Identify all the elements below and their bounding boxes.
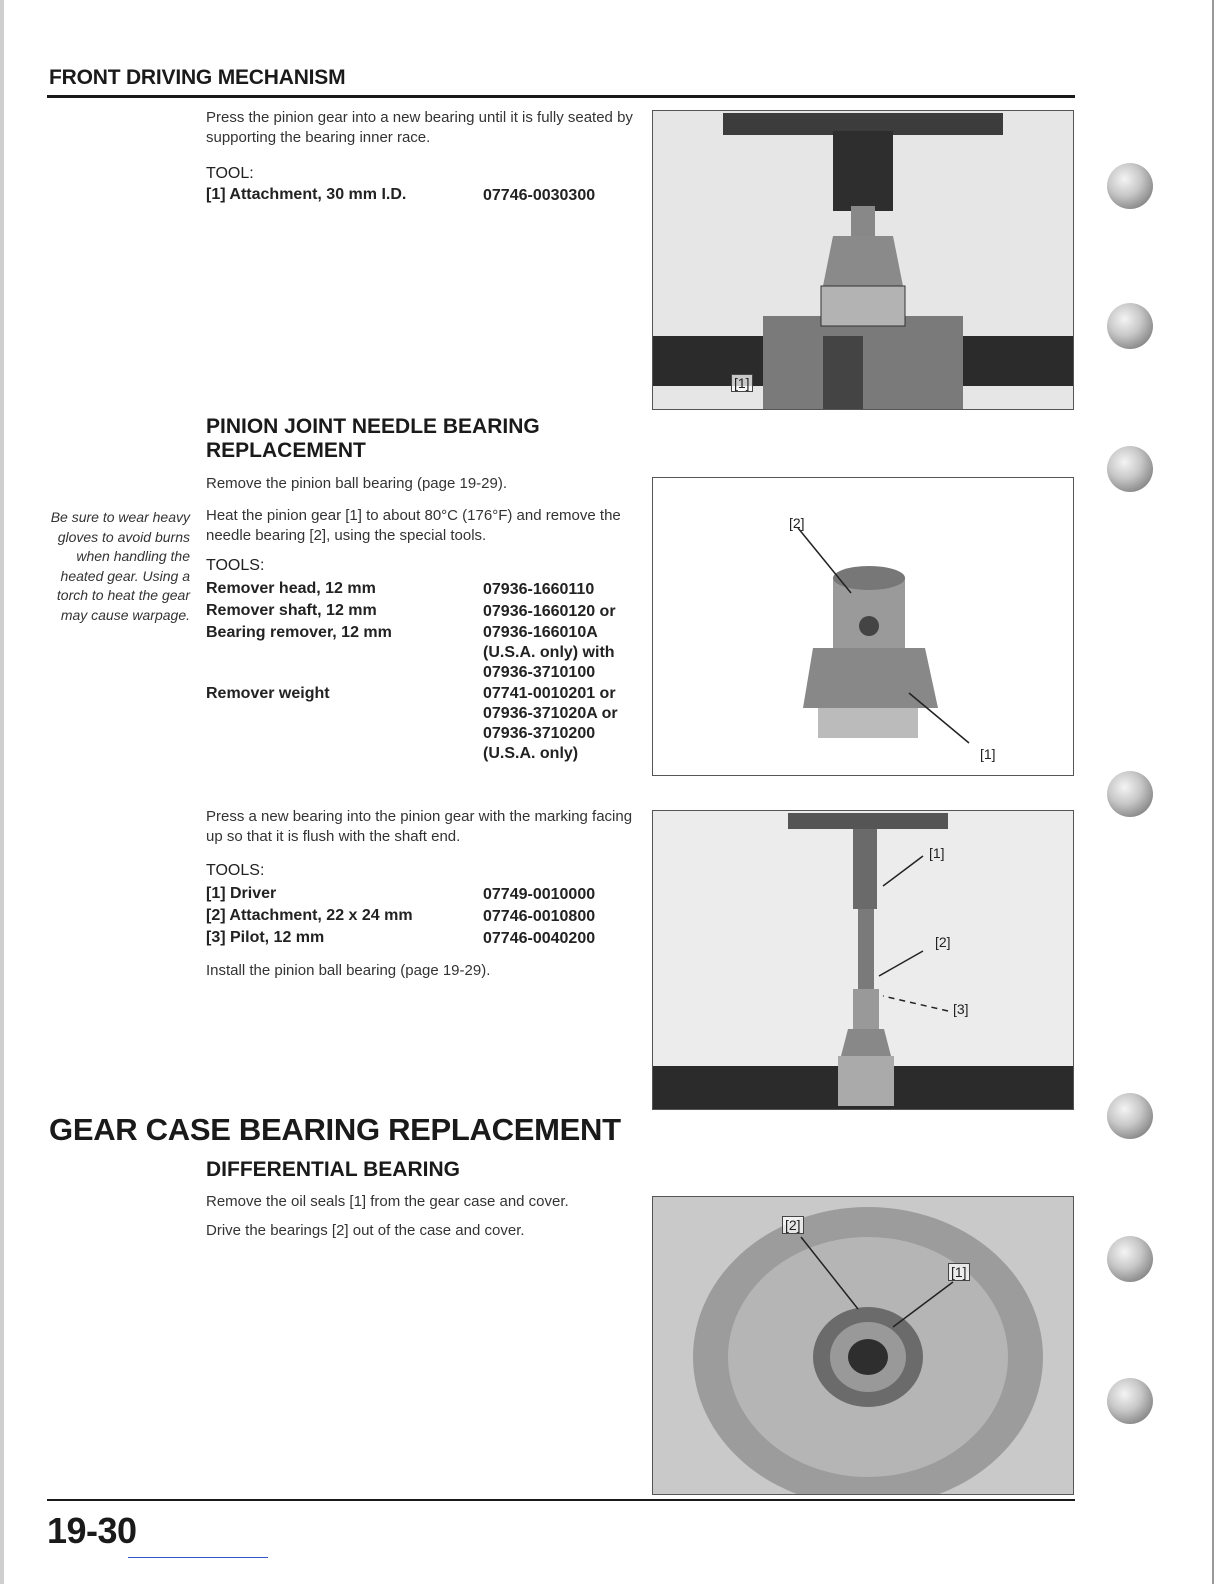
pinion-tools-label: TOOLS: [206, 557, 265, 574]
callout-1: [1] [929, 845, 945, 861]
tool-name: Bearing remover, 12 mm [206, 624, 392, 641]
callout-3: [3] [953, 1001, 969, 1017]
tool-number: 07936-1660120 or [483, 603, 616, 620]
pinion-intro: Remove the pinion ball bearing (page 19-29). [206, 475, 508, 492]
callout-1: [1] [980, 746, 996, 762]
driver-illustration [653, 811, 1073, 1109]
section-title: FRONT DRIVING MECHANISM [49, 66, 346, 89]
step1-text: Press the pinion gear into a new bearing until it is fully seated by supporting the bearing inner race. [206, 109, 633, 146]
callout-1: [1] [731, 374, 753, 392]
tool-name: Remover weight [206, 685, 330, 702]
photo-press-pinion-gear [652, 110, 1074, 410]
tool-name: [1] Driver [206, 885, 277, 902]
pinion-section-heading: PINION JOINT NEEDLE BEARING REPLACEMENT [206, 415, 540, 462]
section-tab-dot [1107, 771, 1153, 817]
press-illustration [653, 111, 1073, 409]
photo-gear-case [652, 1196, 1074, 1495]
tool-number: 07936-166010A (U.S.A. only) with 07936-3710100 [483, 624, 615, 681]
tool-number: 07741-0010201 or 07936-371020A or 07936-3710200 (U.S.A. only) [483, 685, 618, 762]
callout-1: [1] [948, 1263, 970, 1281]
footer-link-line [128, 1557, 268, 1558]
section-tab-dot [1107, 1236, 1153, 1282]
pinion-gear-illustration [653, 478, 1073, 775]
photo-pinion-gear [652, 477, 1074, 776]
callout-2: [2] [935, 934, 951, 950]
right-margin-edge [1212, 0, 1214, 1584]
section-tab-dot [1107, 1093, 1153, 1139]
tool-name: [2] Attachment, 22 x 24 mm [206, 907, 413, 924]
differential-bearing-heading: DIFFERENTIAL BEARING [206, 1158, 460, 1181]
side-note-caution: Be sure to wear heavy gloves to avoid burns when handling the heated gear. Using a torch to heat the gear may cause warpage. [50, 509, 190, 623]
tool-name: Remover shaft, 12 mm [206, 602, 377, 619]
tool-number: 07746-0010800 [483, 908, 596, 925]
section-tab-dot [1107, 1378, 1153, 1424]
tool-name: [1] Attachment, 30 mm I.D. [206, 186, 407, 203]
page-number: 19-30 [47, 1510, 137, 1551]
press-text: Press a new bearing into the pinion gear with the marking facing up so that it is flush with the shaft end. [206, 808, 633, 845]
left-margin-edge [0, 0, 4, 1584]
tool-name: Remover head, 12 mm [206, 580, 376, 597]
tool-number: 07746-0030300 [483, 187, 596, 204]
press-outro: Install the pinion ball bearing (page 19-29). [206, 962, 491, 979]
gear-case-illustration [653, 1197, 1073, 1494]
footer-rule [47, 1499, 1075, 1501]
pinion-text: Heat the pinion gear [1] to about 80°C (176°F) and remove the needle bearing [2], using the special tools. [206, 507, 621, 544]
tool-number: 07749-0010000 [483, 886, 596, 903]
gear-case-line1: Remove the oil seals [1] from the gear case and cover. [206, 1193, 569, 1210]
callout-2: [2] [782, 1216, 804, 1234]
photo-press-bearing [652, 810, 1074, 1110]
gear-case-heading: GEAR CASE BEARING REPLACEMENT [49, 1112, 621, 1147]
press-tools-label: TOOLS: [206, 862, 265, 879]
callout-2: [2] [789, 515, 805, 531]
header-rule [47, 95, 1075, 98]
section-tab-dot [1107, 303, 1153, 349]
section-tab-dot [1107, 163, 1153, 209]
step1-tools-label: TOOL: [206, 165, 254, 182]
tool-number: 07746-0040200 [483, 930, 596, 947]
section-tab-dot [1107, 446, 1153, 492]
gear-case-line2: Drive the bearings [2] out of the case and cover. [206, 1222, 525, 1239]
tool-number: 07936-1660110 [483, 581, 595, 598]
tool-name: [3] Pilot, 12 mm [206, 929, 325, 946]
